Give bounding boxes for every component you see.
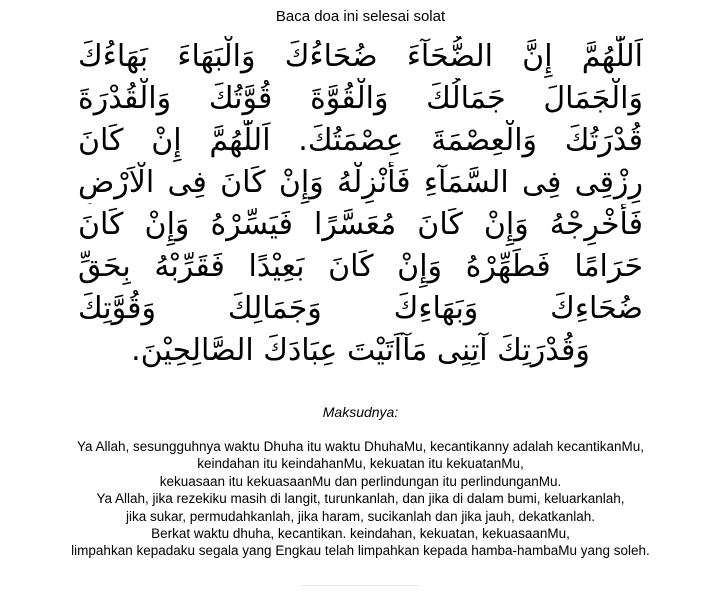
arabic-line: ضُحَاءِكَ وَبَهَاءِكَ وَجَمَالِكَ وَقُوَّتِكَ — [78, 291, 643, 326]
arabic-line: قُدْرَتُكَ وَالْعِصْمَةَ عِصْمَتُكَ. اَللّٰهُمَّ إِنْ كَانَ — [78, 123, 643, 158]
arabic-line: حَرَامًا فَطَهِّرْهُ وَإِنْ كَانَ بَعِيْدًا فَقَرِّبْهُ بِحَقِّ — [78, 249, 643, 284]
translation-line: limpahkan kepadaku segala yang Engkau telah limpahkan kepada hamba-hambaMu yang soleh. — [71, 543, 650, 559]
arabic-line: وَقُدْرَتِكَ آتِنِى مَآاَتَيْتَ عِبَادَكَ الصَّالِحِيْنَ. — [131, 333, 590, 368]
translation-line: Ya Allah, jika rezekiku masih di langit, turunkanlah, dan jika di dalam bumi, keluarkanlah, — [96, 491, 625, 507]
translation-text — [0, 438, 721, 560]
divider — [300, 585, 420, 586]
translation-heading: Maksudnya: — [322, 404, 399, 420]
arabic-prayer-text — [78, 36, 643, 372]
translation-line: Berkat waktu dhuha, kecantikan. keindahan, kekuatan, kekuasaanMu, — [151, 526, 570, 542]
arabic-line: فَأَخْرِجْهُ وَإِنْ كَانَ مُعَسَّرًا فَيَسِّرْهُ وَإِنْ كَانَ — [78, 207, 643, 242]
arabic-line: وَالْجَمَالَ جَمَالُكَ وَالْقُوَّةَ قُوَّتُكَ وَالْقُدْرَةَ — [78, 81, 643, 116]
translation-line: keindahan itu keindahanMu, kekuatan itu kekuatanMu, — [197, 456, 524, 472]
page-title: Baca doa ini selesai solat — [275, 8, 446, 25]
arabic-line: اَللّٰهُمَّ إِنَّ الضُّحَآءَ ضُحَاءُكَ وَالْبَهَاءَ بَهَاءُكَ — [78, 39, 643, 74]
arabic-line: رِزْقِى فِى السَّمَآءِ فَأَنْزِلْهُ وَإِنْ كَانَ فِى الْاَرْضِ — [78, 165, 643, 200]
translation-line: Ya Allah, sesungguhnya waktu Dhuha itu waktu DhuhaMu, kecantikanny adalah kecantikanMu, — [76, 439, 645, 454]
translation-line: kekuasaan itu kekuasaanMu dan perlindungan itu perlindunganMu. — [159, 473, 562, 489]
translation-line: jika sukar, permudahkanlah, jika haram, sucikanlah dan jika jauh, dekatkanlah. — [125, 508, 596, 524]
